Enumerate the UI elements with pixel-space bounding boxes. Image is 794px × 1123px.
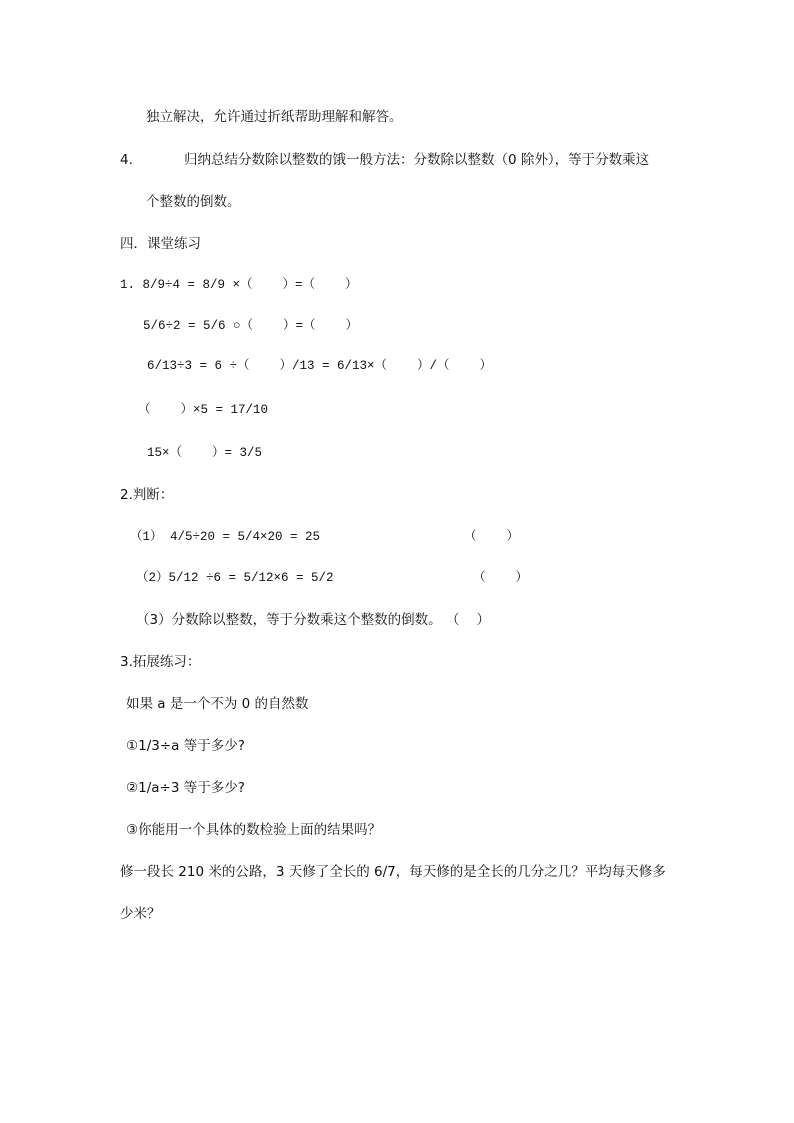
judge-item: （2）5/12 ÷6 = 5/12×6 = 5/2	[136, 571, 334, 585]
judge-item: （1） 4/5÷20 = 5/4×20 = 25	[130, 530, 321, 544]
exercise-line: 5/6÷2 = 5/6 ○（ ）=（ ）	[143, 319, 359, 333]
text-line: 独立解决，允许通过折纸帮助理解和解答。	[146, 109, 403, 125]
answer-blank: （ ）	[464, 530, 520, 544]
section-heading: 四．课堂练习	[120, 236, 201, 252]
exercise-line: 15×（ ）= 3/5	[147, 446, 263, 460]
text-line: 归纳总结分数除以整数的饿一般方法：分数除以整数（0 除外），等于分数乘这	[184, 152, 650, 168]
exercise-line: 1. 8/9÷4 = 8/9 ×（ ）=（ ）	[120, 278, 358, 292]
text-line: 如果 a 是一个不为 0 的自然数	[126, 696, 309, 712]
word-problem: 修一段长 210 米的公路，3 天修了全长的 6/7，每天修的是全长的几分之几？平均每天修多	[120, 864, 666, 880]
item-number: 4.	[120, 152, 133, 168]
text-line: ③你能用一个具体的数检验上面的结果吗？	[126, 822, 382, 838]
answer-blank: （ ）	[473, 571, 529, 585]
section-heading: 2.判断：	[120, 487, 174, 503]
text-line: ①1/3÷a 等于多少?	[126, 738, 245, 754]
exercise-line: 6/13÷3 = 6 ÷（ ）/13 = 6/13×（ ）/（ ）	[147, 359, 493, 373]
text-line: ②1/a÷3 等于多少?	[126, 780, 245, 796]
judge-item: （3）分数除以整数，等于分数乘这个整数的倒数。 （ ）	[136, 612, 491, 628]
word-problem: 少米？	[120, 906, 161, 922]
exercise-line: （ ）×5 = 17/10	[138, 403, 269, 417]
text-line: 个整数的倒数。	[146, 194, 241, 210]
section-heading: 3.拓展练习：	[120, 654, 201, 670]
